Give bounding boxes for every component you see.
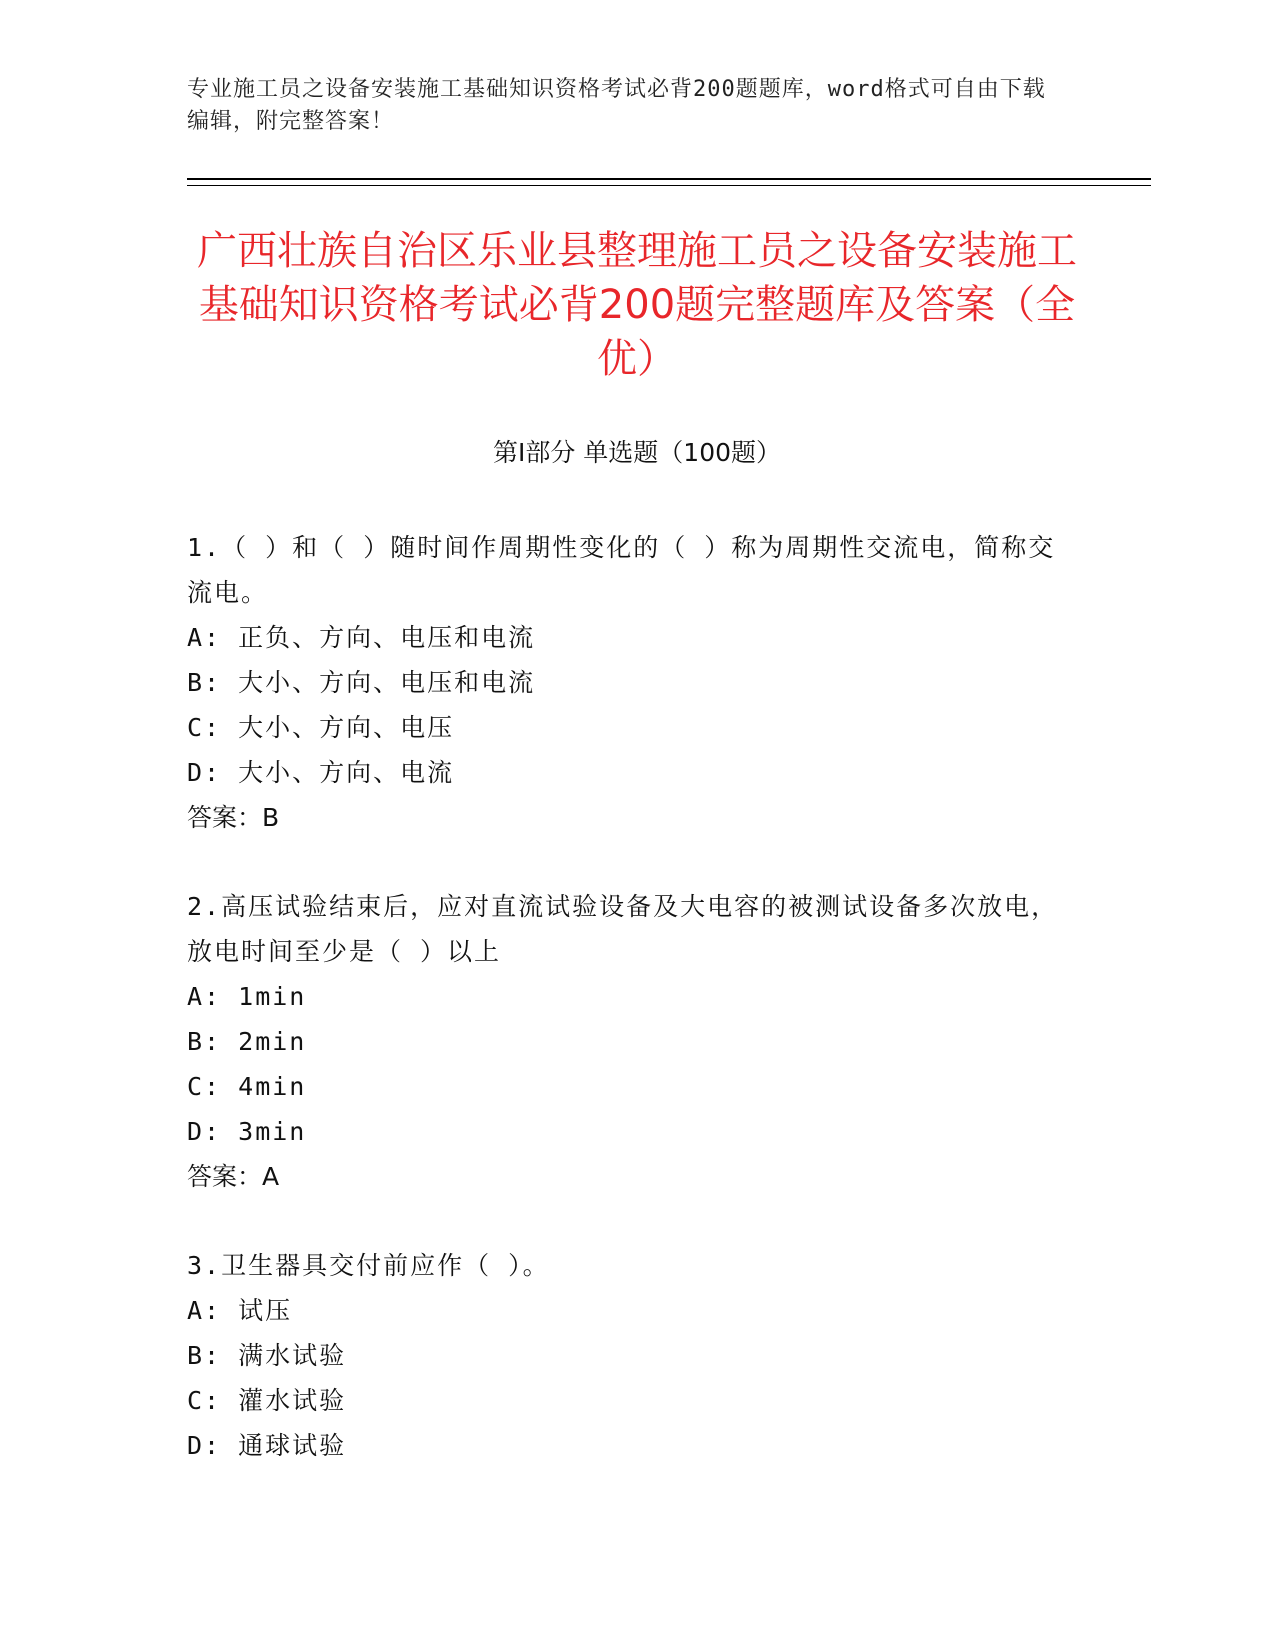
answer: 答案：A [187, 1162, 280, 1191]
option-d: D: 通球试验 [187, 1431, 347, 1460]
header-divider-thick [187, 178, 1151, 180]
question-list [187, 525, 1067, 1512]
option-b: B: 满水试验 [187, 1341, 347, 1370]
header-divider-thin [187, 185, 1151, 186]
question-3 [187, 1243, 1067, 1468]
question-2 [187, 884, 1067, 1199]
option-d: D: 3min [187, 1117, 307, 1146]
option-a: A: 试压 [187, 1296, 293, 1325]
option-a: A: 1min [187, 982, 307, 1011]
option-c: C: 4min [187, 1072, 307, 1101]
section-title: 第Ⅰ部分 单选题（100题） [492, 438, 782, 467]
question-stem: 1.（ ）和（ ）随时间作周期性变化的（ ）称为周期性交流电，简称交流电。 [187, 533, 1056, 607]
header-note: 专业施工员之设备安装施工基础知识资格考试必背200题题库，word格式可自由下载编辑，附完整答案！ [187, 77, 1046, 134]
question-stem: 3.卫生器具交付前应作（ ）。 [187, 1251, 550, 1280]
option-b: B: 大小、方向、电压和电流 [187, 668, 536, 697]
document-title: 广西壮族自治区乐业县整理施工员之设备安装施工基础知识资格考试必背200题完整题库及答案（全优） [197, 228, 1077, 382]
option-b: B: 2min [187, 1027, 307, 1056]
answer: 答案：B [187, 803, 280, 832]
question-stem: 2.高压试验结束后，应对直流试验设备及大电容的被测试设备多次放电，放电时间至少是（ ）以上 [187, 892, 1059, 966]
option-a: A: 正负、方向、电压和电流 [187, 623, 536, 652]
option-c: C: 大小、方向、电压 [187, 713, 455, 742]
option-d: D: 大小、方向、电流 [187, 758, 455, 787]
question-1 [187, 525, 1067, 840]
option-c: C: 灌水试验 [187, 1386, 347, 1415]
